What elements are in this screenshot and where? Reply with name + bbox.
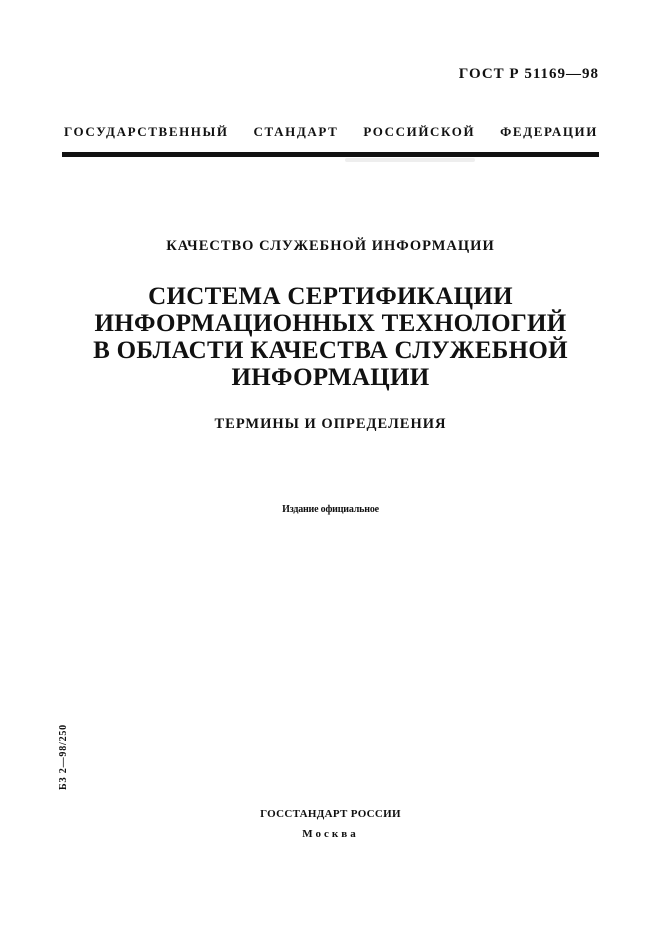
subtitle: ТЕРМИНЫ И ОПРЕДЕЛЕНИЯ (214, 416, 447, 432)
main-title-line: В ОБЛАСТИ КАЧЕСТВА СЛУЖЕБНОЙ (93, 337, 568, 364)
standard-header (64, 124, 598, 140)
side-code: БЗ 2—98/250 (58, 724, 69, 790)
series-title: КАЧЕСТВО СЛУЖЕБНОЙ ИНФОРМАЦИИ (166, 238, 495, 254)
main-title (70, 283, 591, 391)
rule-bleed-through (345, 158, 475, 162)
publisher: ГОССТАНДАРТ РОССИИ (260, 808, 401, 820)
header-rule (62, 152, 599, 157)
main-title-line: СИСТЕМА СЕРТИФИКАЦИИ (148, 283, 513, 310)
main-title-line: ИНФОРМАЦИИ (231, 364, 430, 391)
document-number: ГОСТ Р 51169—98 (458, 66, 599, 82)
header-word-standard: СТАНДАРТ (253, 124, 339, 139)
publication-city: Москва (302, 828, 359, 840)
header-word-federation: ФЕДЕРАЦИИ (500, 124, 598, 139)
header-word-state: ГОСУДАРСТВЕННЫЙ (64, 124, 229, 139)
header-word-russian: РОССИЙСКОЙ (363, 124, 476, 139)
main-title-line: ИНФОРМАЦИОННЫХ ТЕХНОЛОГИЙ (94, 310, 567, 337)
edition-note: Издание официальное (282, 504, 379, 515)
